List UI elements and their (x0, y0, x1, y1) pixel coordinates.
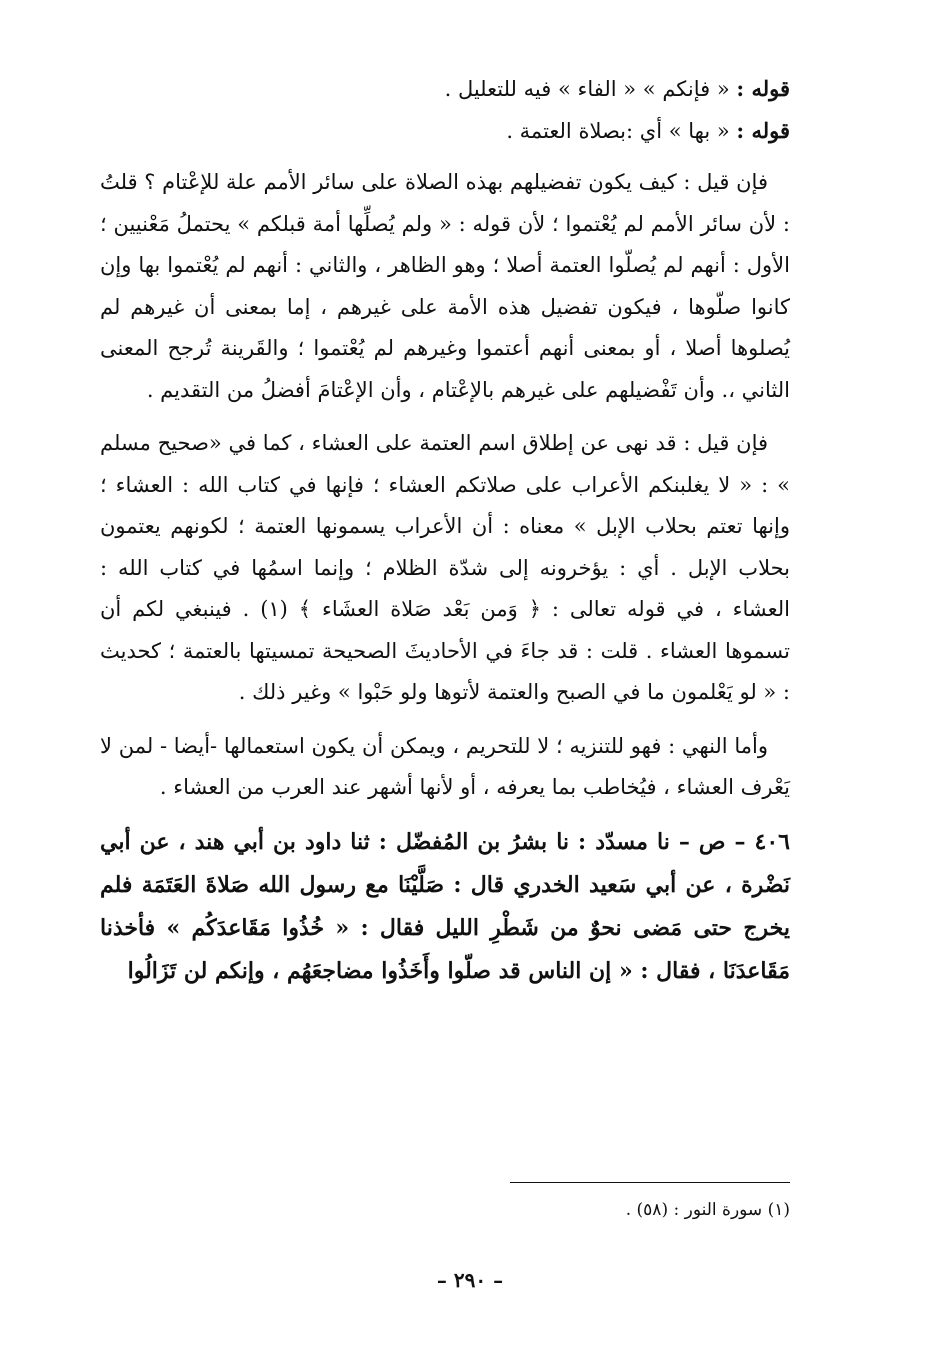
commentary-keyword: قوله : (736, 118, 790, 143)
paragraph-3 (100, 726, 790, 809)
hadith-text: ٤٠٦ – ص – نا مسدّد : نا بشرُ بن المُفضّل : ثنا داود بن أبي هند ، عن أبي نَضْرة ، عن أبي سَعيد الخدري قال : صَلَّيْنَا مع رسول الله صَلاةَ العَتَمَة فلم يخرج حتى مَضى نحوٌ من شَطْرِ الليل فقال : « خُذُوا مَقَاعدَكُم » فأخذنا مَقَاعدَنَا ، فقال : « إن الناس قد صلّوا وأَخَذُوا مضاجعَهُم ، وإنكم لن تَزَالُوا (100, 828, 790, 984)
commentary-line-1 (100, 68, 790, 110)
footnote: (١) سورة النور : (٥٨) . (625, 1200, 790, 1220)
paragraph-text: فإن قيل : كيف يكون تفضيلهم بهذه الصلاة على سائر الأمم علة للإعْتام ؟ قلتُ : لأن سائر الأمم لم يُعْتموا ؛ لأن قوله : « ولم يُصلِّها أمة قبلكم » يحتملُ مَعْنيين ؛ الأول : أنهم لم يُصلّوا العتمة أصلا ؛ وهو الظاهر ، والثاني : أنهم لم يُعْتموا بها وإن كانوا صلّوها ، فيكون تفضيل هذه الأمة على غيرهم ، إما بمعنى أن غيرهم لم يُصلوها أصلا ، أو بمعنى أنهم أعتموا وغيرهم لم يُعْتموا ؛ والقَرينة تُرجح المعنى الثاني ،. وأن تَفْضيلهم على غيرهم بالإعْتام ، وأن الإعْتامَ أفضلُ من التقديم . (100, 170, 790, 402)
footnote-divider (510, 1182, 790, 1183)
commentary-text: « بها » أي :بصلاة العتمة . (506, 119, 730, 143)
paragraph-1 (100, 162, 790, 411)
commentary-text: « فإنكم » « الفاء » فيه للتعليل . (444, 77, 730, 101)
page-body (100, 68, 790, 993)
paragraph-text: وأما النهي : فهو للتنزيه ؛ لا للتحريم ، ويمكن أن يكون استعمالها -أيضا - لمن لا يَعْرف العشاء ، فيُخاطب بما يعرفه ، أو لأنها أشهر عند العرب من العشاء . (100, 733, 790, 799)
paragraph-text: فإن قيل : قد نهى عن إطلاق اسم العتمة على العشاء ، كما في «صحيح مسلم » : « لا يغلبنكم الأعراب على صلاتكم العشاء ؛ فإنها في كتاب الله : العشاء ؛ وإنها تعتم بحلاب الإبل » معناه : أن الأعراب يسمونها العتمة ؛ لكونهم يعتمون بحلاب الإبل . أي : يؤخرونه إلى شدّة الظلام ؛ وإنما اسمُها في كتاب الله : العشاء ، في قوله تعالى : ﴿ وَمن بَعْد صَلاة العشَاء ﴾ (١) . فينبغي لكم أن تسموها العشاء . قلت : قد جاءَ في الأحاديثَ الصحيحة تمسيتها بالعتمة ؛ كحديث : « لو يَعْلمون ما في الصبح والعتمة لأتوها ولو حَبْوا » وغير ذلك . (100, 431, 790, 704)
page-number: – ٢٩٠ – (436, 1268, 504, 1292)
commentary-keyword: قوله : (736, 76, 790, 101)
paragraph-2 (100, 423, 790, 714)
commentary-line-2 (100, 110, 790, 152)
